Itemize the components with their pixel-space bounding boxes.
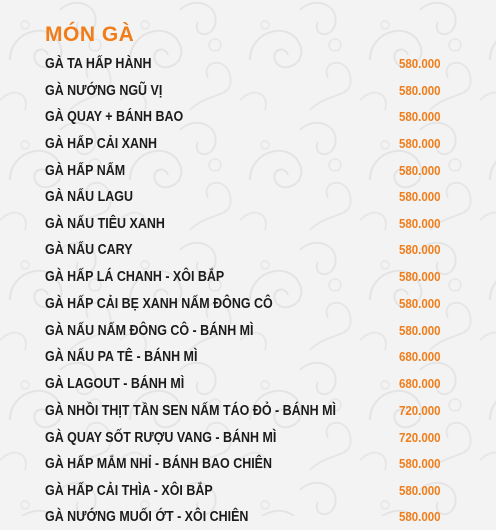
menu-item xyxy=(45,425,445,451)
menu-item-name: GÀ HẤP NẤM xyxy=(45,163,126,179)
menu-item xyxy=(45,211,445,237)
menu-item xyxy=(45,237,445,263)
menu-item xyxy=(45,504,445,530)
section-title: MÓN GÀ xyxy=(45,23,135,46)
menu-item-price: 580.000 xyxy=(399,190,441,204)
menu-item-name: GÀ TA HẤP HÀNH xyxy=(45,56,152,72)
menu-item-price: 580.000 xyxy=(399,110,441,124)
menu-item-price: 580.000 xyxy=(399,217,441,231)
menu-item xyxy=(45,184,445,210)
menu-item-name: GÀ QUAY SỐT RƯỢU VANG - BÁNH MÌ xyxy=(45,430,277,446)
menu-item-price: 580.000 xyxy=(399,457,441,471)
menu-item xyxy=(45,158,445,184)
menu-item-name: GÀ NƯỚNG MUỐI ỚT - XÔI CHIÊN xyxy=(45,509,249,525)
menu-item xyxy=(45,398,445,424)
menu-item-price: 580.000 xyxy=(399,270,441,284)
menu-item-name: GÀ HẤP CẢI XANH xyxy=(45,136,158,152)
menu-item-name: GÀ NẤU TIÊU XANH xyxy=(45,216,165,232)
menu-item-name: GÀ NẤU PA TÊ - BÁNH MÌ xyxy=(45,349,198,365)
menu-item-price: 580.000 xyxy=(399,57,441,71)
menu-item-price: 580.000 xyxy=(399,84,441,98)
menu-item-price: 580.000 xyxy=(399,137,441,151)
menu-item-price: 580.000 xyxy=(399,164,441,178)
menu-item-price: 580.000 xyxy=(399,484,441,498)
menu-item-price: 580.000 xyxy=(399,510,441,524)
menu-item-name: GÀ NƯỚNG NGŨ VỊ xyxy=(45,83,163,99)
menu-item-price: 720.000 xyxy=(399,404,441,418)
menu-item-price: 580.000 xyxy=(399,297,441,311)
menu-item xyxy=(45,264,445,290)
menu-item-price: 680.000 xyxy=(399,350,441,364)
menu-item xyxy=(45,51,445,77)
menu-item-price: 580.000 xyxy=(399,324,441,338)
menu-item-name: GÀ NẤU NẤM ĐÔNG CÔ - BÁNH MÌ xyxy=(45,323,254,339)
menu-item xyxy=(45,451,445,477)
menu-item xyxy=(45,318,445,344)
menu-item-price: 680.000 xyxy=(399,377,441,391)
menu-item xyxy=(45,371,445,397)
menu-item xyxy=(45,104,445,130)
menu-item-name: GÀ NHỒI THỊT TẦN SEN NẤM TÁO ĐỎ - BÁNH MÌ xyxy=(45,403,336,419)
menu-item-name: GÀ HẤP CẢI BẸ XANH NẤM ĐÔNG CÔ xyxy=(45,296,273,312)
menu-item xyxy=(45,291,445,317)
menu-item-name: GÀ NẤU CARY xyxy=(45,242,133,258)
menu-item-price: 580.000 xyxy=(399,243,441,257)
menu-item xyxy=(45,478,445,504)
menu-item-name: GÀ HẤP LÁ CHANH - XÔI BẮP xyxy=(45,269,225,285)
menu-item-name: GÀ NẤU LAGU xyxy=(45,189,133,205)
menu-item-name: GÀ HẤP CẢI THÌA - XÔI BẮP xyxy=(45,483,213,499)
menu-item xyxy=(45,131,445,157)
menu-item-name: GÀ QUAY + BÁNH BAO xyxy=(45,109,184,125)
menu-item-name: GÀ HẤP MẮM NHỈ - BÁNH BAO CHIÊN xyxy=(45,456,272,472)
menu-item-name: GÀ LAGOUT - BÁNH MÌ xyxy=(45,376,185,392)
menu-item-price: 720.000 xyxy=(399,431,441,445)
menu-item xyxy=(45,344,445,370)
menu-item xyxy=(45,78,445,104)
